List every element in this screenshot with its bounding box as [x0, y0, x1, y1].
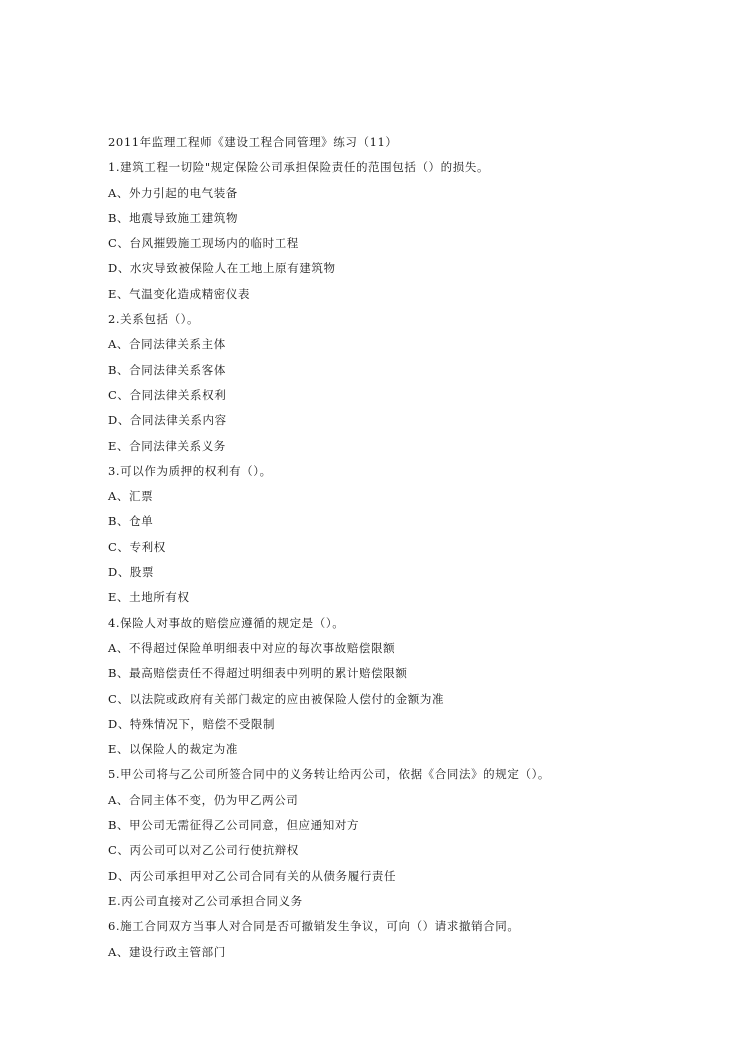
question-1-option-a: A、外力引起的电气装备	[108, 185, 238, 200]
question-4-option-b: B、最高赔偿责任不得超过明细表中列明的累计赔偿限额	[108, 666, 408, 681]
question-4-option-c: C、以法院或政府有关部门裁定的应由被保险人偿付的金额为准	[108, 691, 445, 706]
question-5-option-e: E.丙公司直接对乙公司承担合同义务	[108, 893, 303, 908]
question-3-option-e: E、土地所有权	[108, 590, 190, 605]
question-2-stem: 2.关系包括（）。	[108, 312, 200, 327]
question-1-option-c: C、台风摧毁施工现场内的临时工程	[108, 236, 299, 251]
question-5-option-d: D、丙公司承担甲对乙公司合同有关的从债务履行责任	[108, 868, 397, 883]
question-4-option-d: D、特殊情况下，赔偿不受限制	[108, 716, 276, 731]
question-2-option-c: C、合同法律关系权利	[108, 387, 227, 402]
question-5-stem: 5.甲公司将与乙公司所签合同中的义务转让给丙公司，依据《合同法》的规定（）。	[108, 767, 551, 782]
question-5-option-a: A、合同主体不变，仍为甲乙两公司	[108, 792, 299, 807]
question-4-stem: 4.保险人对事故的赔偿应遵循的规定是（）。	[108, 615, 345, 630]
document-title: 2011年监理工程师《建设工程合同管理》练习（11）	[108, 135, 398, 149]
question-1-option-b: B、地震导致施工建筑物	[108, 210, 239, 225]
question-1-stem: 1.建筑工程一切险"规定保险公司承担保险责任的范围包括（）的损失。	[108, 160, 490, 175]
question-2-option-e: E、合同法律关系义务	[108, 438, 226, 453]
question-1-option-d: D、水灾导致被保险人在工地上原有建筑物	[108, 261, 336, 276]
question-5-option-b: B、甲公司无需征得乙公司同意，但应通知对方	[108, 818, 360, 833]
question-3-option-b: B、仓单	[108, 514, 154, 529]
question-3-option-c: C、专利权	[108, 539, 166, 554]
question-3-option-a: A、汇票	[108, 489, 154, 504]
question-2-option-a: A、合同法律关系主体	[108, 337, 226, 352]
question-1-option-e: E、气温变化造成精密仪表	[108, 286, 251, 301]
question-3-stem: 3.可以作为质押的权利有（）。	[108, 463, 272, 478]
document-body	[108, 130, 688, 965]
question-4-option-a: A、不得超过保险单明细表中对应的每次事故赔偿限额	[108, 640, 396, 655]
question-2-option-d: D、合同法律关系内容	[108, 413, 227, 428]
question-4-option-e: E、以保险人的裁定为准	[108, 742, 238, 757]
question-5-option-c: C、丙公司可以对乙公司行使抗辩权	[108, 843, 299, 858]
question-3-option-d: D、股票	[108, 565, 155, 580]
question-2-option-b: B、合同法律关系客体	[108, 362, 226, 377]
question-6-stem: 6.施工合同双方当事人对合同是否可撤销发生争议，可向（）请求撤销合同。	[108, 919, 520, 934]
question-6-option-a: A、建设行政主管部门	[108, 944, 226, 959]
